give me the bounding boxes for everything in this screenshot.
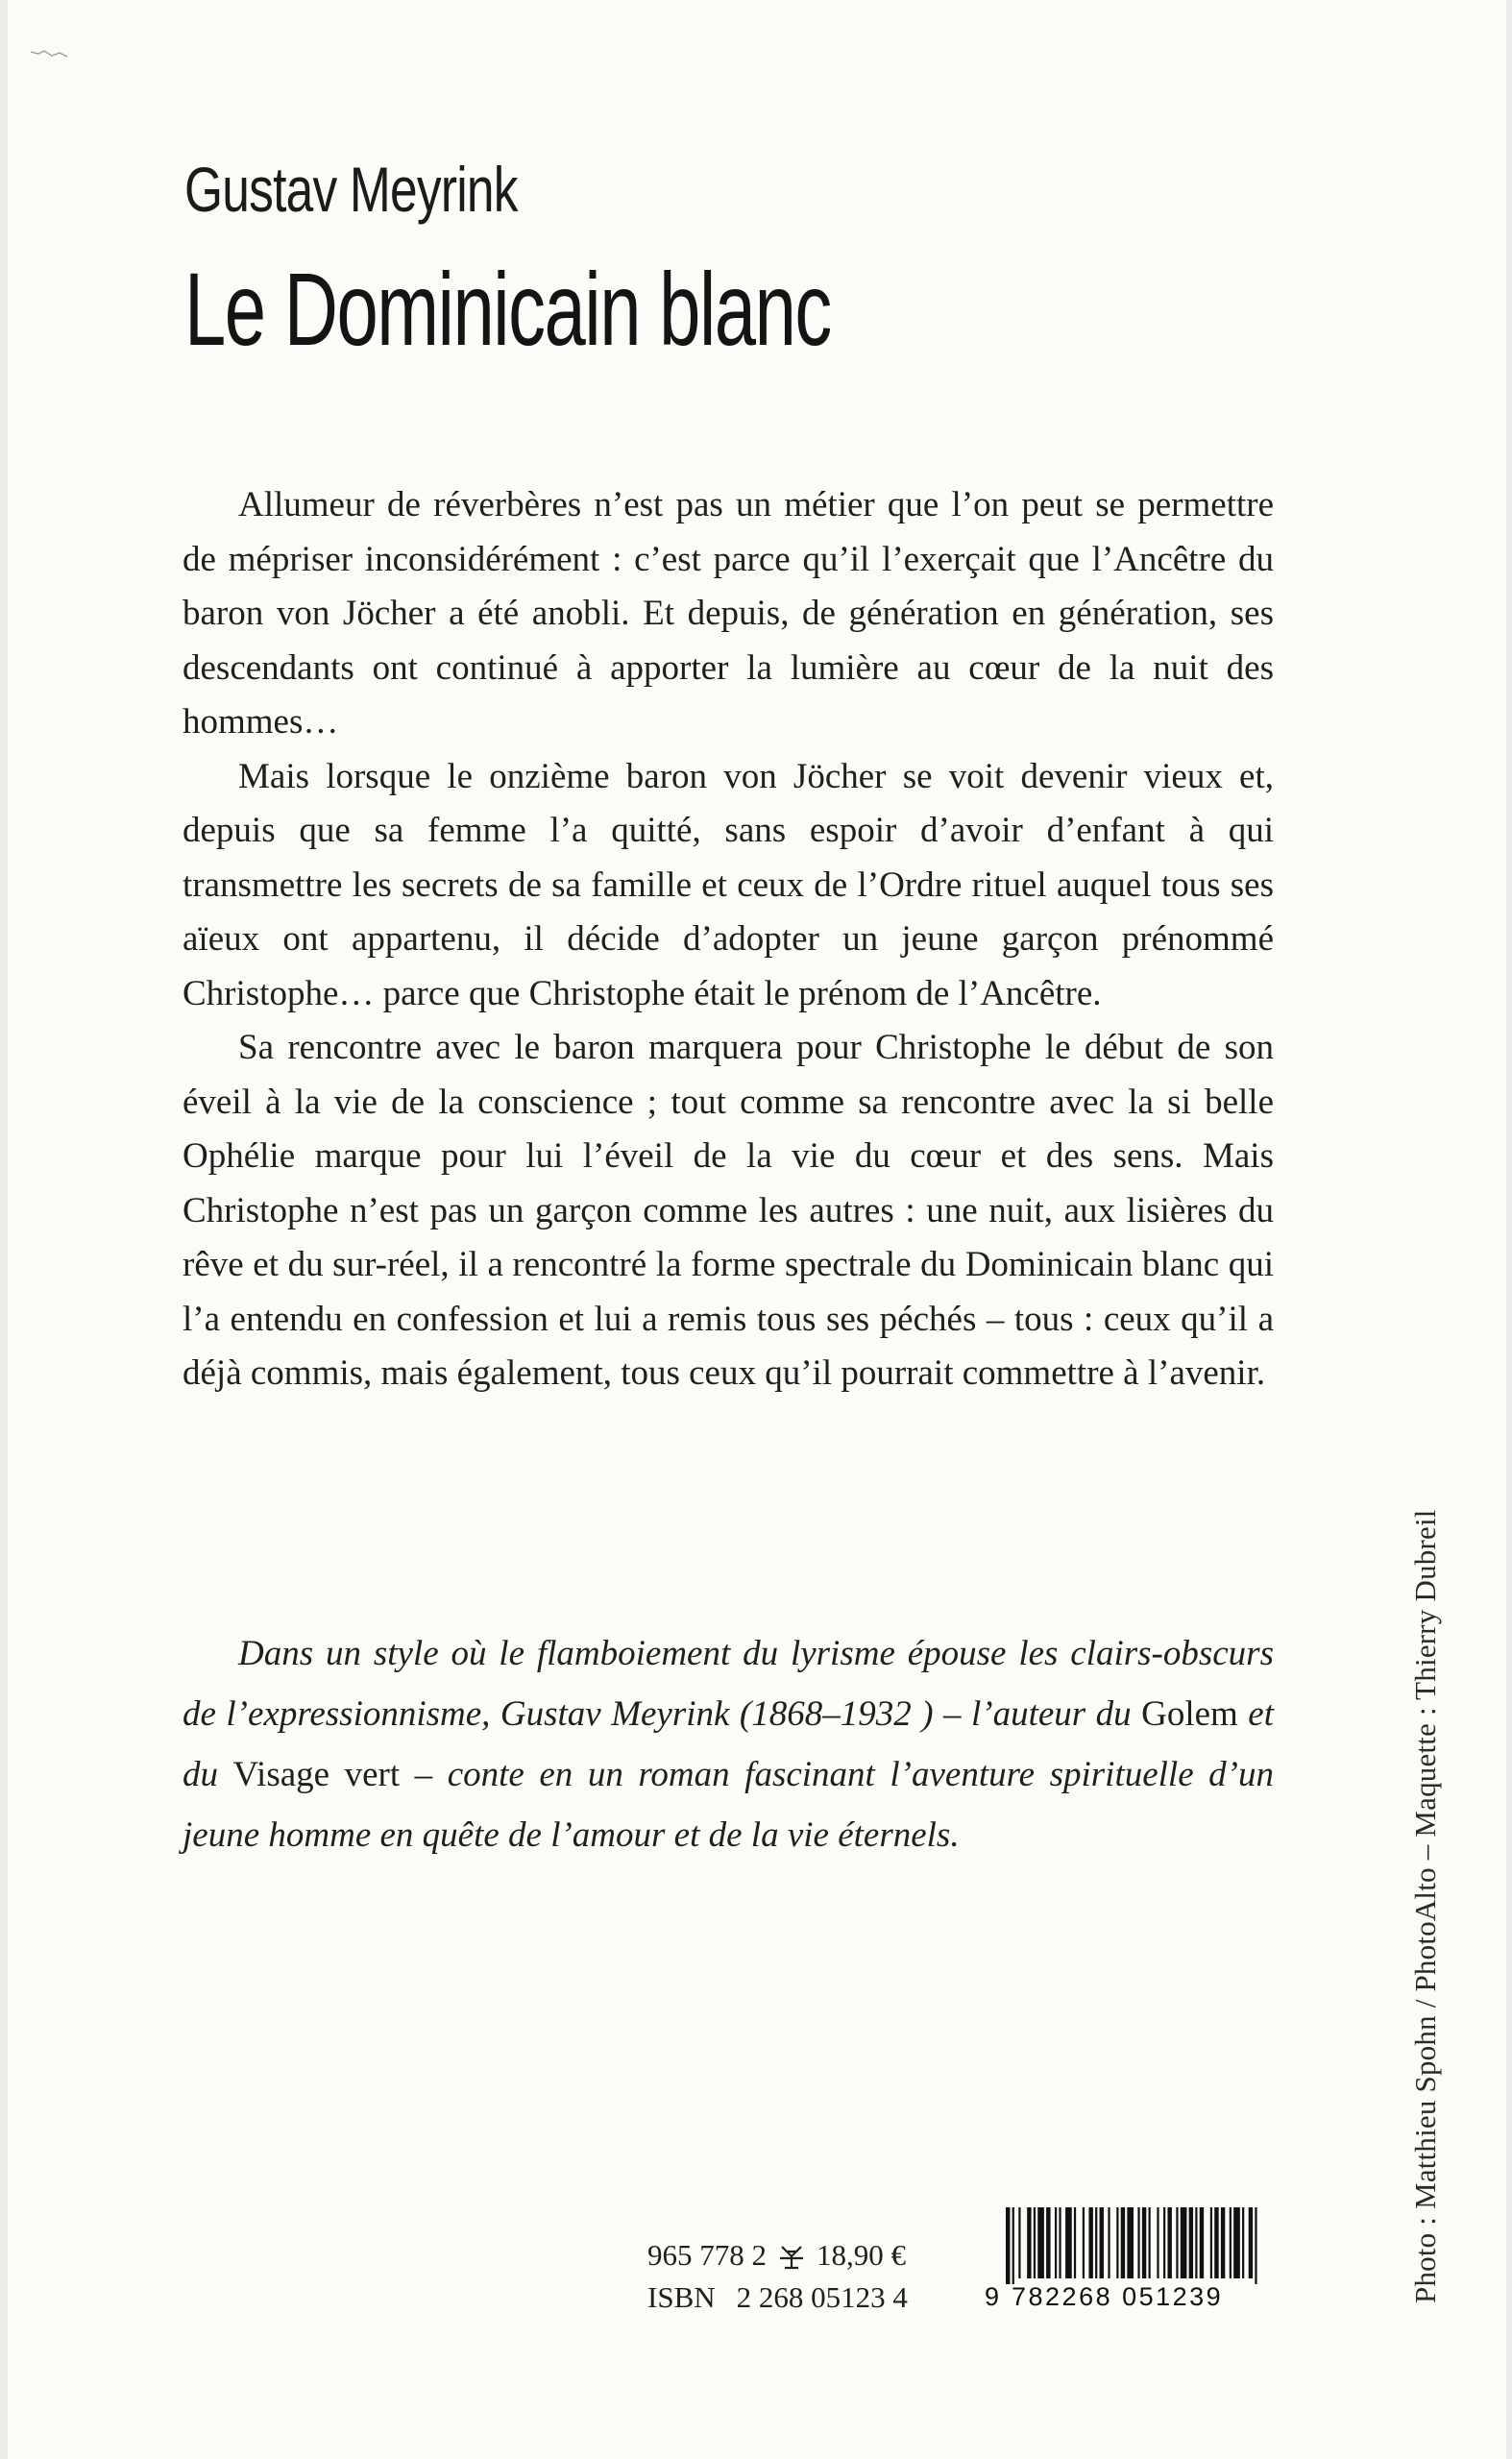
barcode-bar: [1116, 2207, 1118, 2278]
book-title: Le Dominicain blanc: [184, 251, 831, 367]
book-ref-golem: Golem: [1141, 1694, 1238, 1734]
barcode-bar: [1074, 2207, 1076, 2278]
isbn-number: 2 268 05123 4: [736, 2280, 908, 2314]
synopsis: [183, 478, 1274, 1401]
isbn-line: [647, 2276, 908, 2319]
barcode-bar: [1167, 2207, 1171, 2278]
barcode-bar: [1176, 2207, 1178, 2278]
barcode-bar: [1027, 2207, 1031, 2278]
barcode-bar: [1059, 2207, 1061, 2278]
barcode-bars: [1006, 2207, 1261, 2284]
barcode-bar: [1221, 2207, 1225, 2278]
barcode-bar: [1163, 2207, 1165, 2278]
barcode-bar: [1046, 2207, 1050, 2278]
presentation-part-2: et du: [183, 1694, 1274, 1794]
barcode-bar: [1012, 2207, 1014, 2284]
barcode-first-digit: 9: [985, 2282, 1000, 2311]
barcode-bar: [1034, 2207, 1036, 2278]
barcode-bar: [1195, 2207, 1197, 2278]
synopsis-paragraph-1: Allumeur de réverbères n’est pas un métier que l’on peut se permettre de mépriser inconsidérément : c’est parce qu’il l’exerçait que l’Ancêtre du baron von Jöcher a été anobli. Et depuis, de génération en génération, ses descendants ont continué à apporter la lumière au cœur de la nuit des hommes…: [183, 485, 1274, 742]
price-line: [647, 2234, 908, 2276]
barcode-bar: [1127, 2207, 1134, 2278]
author-presentation: [183, 1623, 1274, 1865]
price: 18,90 €: [817, 2238, 906, 2272]
barcode-bar: [1142, 2207, 1146, 2278]
barcode-bar: [1157, 2207, 1158, 2278]
barcode-bar: [1214, 2207, 1218, 2278]
barcode-bar: [1255, 2207, 1256, 2284]
barcode-bar: [1233, 2207, 1240, 2278]
barcode-bar: [1242, 2207, 1244, 2278]
price-block: [647, 2234, 908, 2319]
ean-barcode: [985, 2207, 1273, 2313]
publisher-logo-icon: [776, 2241, 807, 2270]
barcode-bar: [1189, 2207, 1193, 2278]
synopsis-paragraph-2: Mais lorsque le onzième baron von Jöcher se voit devenir vieux et, depuis que sa femme l’a quitté, sans espoir d’avoir d’enfant à qui transmettre les secrets de sa famille et ceux de l’Ordre rituel auquel tous ses aïeux ont appartenu, il décide d’adopter un jeune garçon prénommé Christophe… parce que Christophe était le prénom de l’Ancêtre.: [183, 756, 1274, 1013]
presentation-part-3: – conte en un roman fascinant l’aventure spirituelle d’un jeune homme en quête de l’amour et de la vie éternels.: [183, 1755, 1275, 1855]
barcode-bar: [1088, 2207, 1092, 2278]
barcode-bar: [1037, 2207, 1044, 2278]
scan-mark: [29, 48, 71, 60]
barcode-bar: [1100, 2207, 1104, 2278]
barcode-digits: 782268 051239: [1012, 2282, 1224, 2311]
barcode-bar: [1108, 2207, 1110, 2278]
book-ref-visage-vert: Visage vert: [232, 1755, 401, 1794]
barcode-bar: [1121, 2207, 1125, 2278]
author-name: Gustav Meyrink: [184, 154, 518, 225]
barcode-bar: [1181, 2207, 1187, 2278]
barcode-bar: [1137, 2207, 1139, 2278]
barcode-bar: [1006, 2207, 1010, 2284]
synopsis-paragraph-3: Sa rencontre avec le baron marquera pour Christophe le début de son éveil à la vie de la conscience ; tout comme sa rencontre avec la si belle Ophélie marque pour lui l’éveil de la vie du cœur et des sens. Mais Christophe n’est pas un garçon comme les autres : une nuit, aux lisières du rêve et du sur-réel, il a rencontré la forme spectrale du Dominicain blanc qui l’a entendu en confession et lui a remis tous ses péchés – tous : ceux qu’il a déjà commis, mais également, tous ceux qu’il pourrait commettre à l’avenir.: [183, 1028, 1274, 1393]
barcode-bar: [1018, 2207, 1020, 2278]
barcode-bar: [1249, 2207, 1253, 2278]
product-code: 965 778 2: [647, 2238, 767, 2272]
presentation-part-1: Dans un style où le flamboiement du lyrisme épouse les clairs-obscurs de l’expressionnisme, Gustav Meyrink (1868–1932 ) – l’auteur du: [183, 1634, 1274, 1734]
barcode-bar: [1200, 2207, 1204, 2278]
barcode-bar: [1065, 2207, 1072, 2278]
barcode-bar: [1095, 2207, 1097, 2278]
barcode-bar: [1210, 2207, 1212, 2278]
isbn-label: ISBN: [647, 2280, 716, 2314]
author-presentation-text: [183, 1623, 1274, 1865]
book-back-cover: [8, 0, 1506, 2459]
barcode-bar: [1230, 2207, 1232, 2278]
photo-credit: Photo : Matthieu Spohn / PhotoAlto – Maquette : Thierry Dubreil: [1408, 1509, 1442, 2303]
barcode-bar: [1083, 2207, 1085, 2278]
barcode-bar: [1149, 2207, 1151, 2278]
barcode-bar: [1055, 2207, 1057, 2278]
